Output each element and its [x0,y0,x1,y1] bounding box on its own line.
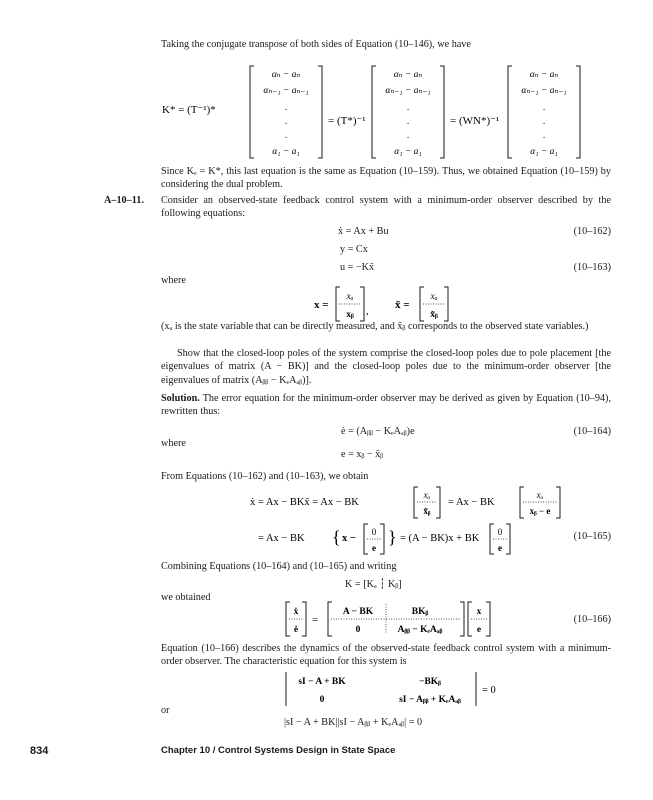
svg-text:ė: ė [293,625,299,635]
kstar-lhs: K* = (T⁻¹)* [162,104,216,116]
svg-text:xₐ: xₐ [430,292,438,302]
where-label-1: where [161,275,186,286]
solution-paragraph: Solution. The error equation for the minimum-order observer may be derived as given by Equation (10–94), rewritten thus: [161,393,611,418]
svg-text:A − BK: A − BK [342,607,374,617]
svg-text:.: . [542,117,546,127]
svg-text:xₐ: xₐ [536,490,544,500]
svg-text:−BKᵦ: −BKᵦ [419,677,441,687]
eq-control: u = −Kx̃ [340,262,375,273]
svg-text:αₙ − aₙ: αₙ − aₙ [393,70,423,80]
problem-label: A–10–11. [104,195,144,206]
svg-text:x −: x − [342,533,356,544]
svg-text:α₁ − a₁: α₁ − a₁ [530,147,558,157]
svg-text:αₙ₋₁ − aₙ₋₁: αₙ₋₁ − aₙ₋₁ [385,86,431,96]
svg-text:.: . [284,103,288,113]
svg-text:Aᵦᵦ − KₑAₐᵦ: Aᵦᵦ − KₑAₐᵦ [397,625,443,635]
svg-text:}: } [388,527,397,547]
note-paragraph: (xₐ is the state variable that can be directly measured, and x̃ᵦ corresponds to the observed state variables.) [161,321,589,332]
svg-text:.: . [542,103,546,113]
svg-text:α₁ − a₁: α₁ − a₁ [394,147,422,157]
svg-text:sI − A + BK: sI − A + BK [298,677,346,687]
eq-num-164: (10–164) [573,426,611,437]
vector-1 [250,66,322,158]
svg-text:.: . [284,131,288,141]
eq-characteristic [280,670,510,708]
svg-text:e: e [476,625,482,635]
svg-text:= 0: = 0 [482,685,496,696]
svg-text:.: . [406,103,410,113]
svg-text:.: . [284,117,288,127]
page-number: 834 [30,745,49,757]
kstar-mid: = (T*)⁻¹ [328,115,366,127]
svg-text:ẋ = Ax − BKx̃ = Ax − BK: ẋ = Ax − BKx̃ = Ax − BK [250,497,359,508]
svg-text:αₙ₋₁ − aₙ₋₁: αₙ₋₁ − aₙ₋₁ [263,86,309,96]
problem-intro: Consider an observed-state feedback control system with a minimum-order observer described by the following equations: [161,195,611,220]
eq-state: ẋ = Ax + Bu [338,226,389,237]
describes-paragraph: Equation (10–166) describes the dynamics of the observed-state feedback control system with a minimum-order observer. The characteristic equation for this system is [161,643,611,668]
show-paragraph: Show that the closed-loop poles of the system comprise the closed-loop poles due to pole placement [the eigenvalues of matrix (A − BK)] and the closed-loop poles due to the minimum-order observer [the eigenvalues of matrix (Aᵦᵦ − KₑAₐᵦ)]. [161,348,611,386]
svg-text:xₐ: xₐ [346,292,354,302]
combining-paragraph: Combining Equations (10–164) and (10–165) and writing [161,561,397,572]
svg-text:.: . [406,131,410,141]
eq-error: ė = (Aᵦᵦ − KₑAₐᵦ)e [341,426,415,437]
eq-x-partition [300,284,460,324]
svg-text:αₙ₋₁ − aₙ₋₁: αₙ₋₁ − aₙ₋₁ [521,86,567,96]
eq-num-165: (10–165) [573,531,611,542]
svg-text:e: e [498,543,502,553]
svg-text:=: = [312,614,319,626]
chapter-footer: Chapter 10 / Control Systems Design in State Space [161,745,396,756]
svg-text:.: . [406,117,410,127]
eq-error-def: e = xᵦ − x̃ᵦ [341,449,384,460]
svg-text:xᵦ − e: xᵦ − e [529,506,551,516]
eq-num-163: (10–163) [573,262,611,273]
svg-text:BKᵦ: BKᵦ [411,607,429,617]
svg-text:sI − Aᵦᵦ + KₑAₐᵦ: sI − Aᵦᵦ + KₑAₐᵦ [399,695,461,705]
eq-K-partition: K = [Kₐ ┆ Kᵦ] [345,579,402,590]
eq-final: |sI − A + BK||sI − Aᵦᵦ + KₑAₐᵦ| = 0 [284,717,423,728]
vector-3 [508,66,580,158]
eq-num-162: (10–162) [573,226,611,237]
svg-text:x =: x = [314,299,329,311]
svg-text:αₙ − aₙ: αₙ − aₙ [271,70,301,80]
eq-output: y = Cx [340,244,368,255]
svg-text:{: { [332,527,341,547]
svg-text:.: . [542,131,546,141]
svg-text:e: e [372,543,376,553]
svg-text:x̃ᵦ: x̃ᵦ [430,310,438,320]
svg-text:0: 0 [355,625,361,635]
eq-combined-system [280,600,540,638]
kstar-equation [150,58,590,162]
svg-text:αₙ − aₙ: αₙ − aₙ [529,70,559,80]
intro-paragraph: Taking the conjugate transpose of both sides of Equation (10–146), we have [161,39,471,50]
since-paragraph: Since Kₑ = K*, this last equation is the same as Equation (10–159). Thus, we obtained Equation (10–159) by considering the dual problem. [161,166,611,191]
svg-text:0: 0 [371,527,377,537]
svg-text:α₁ − a₁: α₁ − a₁ [272,147,300,157]
svg-text:x̃ =: x̃ = [395,299,410,311]
where-label-2: where [161,438,186,449]
eq-xdot-expansion [240,484,580,556]
svg-text:= Ax − BK: = Ax − BK [258,533,305,544]
svg-text:= Ax − BK: = Ax − BK [448,497,495,508]
kstar-rhs: = (WN*)⁻¹ [450,115,500,127]
svg-text:= (A − BK)x + BK: = (A − BK)x + BK [400,533,480,544]
svg-text:xₐ: xₐ [423,490,431,500]
from-paragraph: From Equations (10–162) and (10–163), we obtain [161,471,369,482]
vector-2 [372,66,444,158]
svg-text:x: x [476,607,482,617]
svg-text:0: 0 [497,527,503,537]
svg-text:0: 0 [319,695,325,705]
svg-text:,: , [366,305,369,317]
svg-text:ẋ: ẋ [293,607,299,617]
svg-text:xᵦ: xᵦ [346,310,354,320]
or-label: or [161,705,170,716]
we-obtain-label: we obtained [161,592,211,603]
svg-text:x̃ᵦ: x̃ᵦ [423,506,431,516]
eq-num-166: (10–166) [573,614,611,625]
